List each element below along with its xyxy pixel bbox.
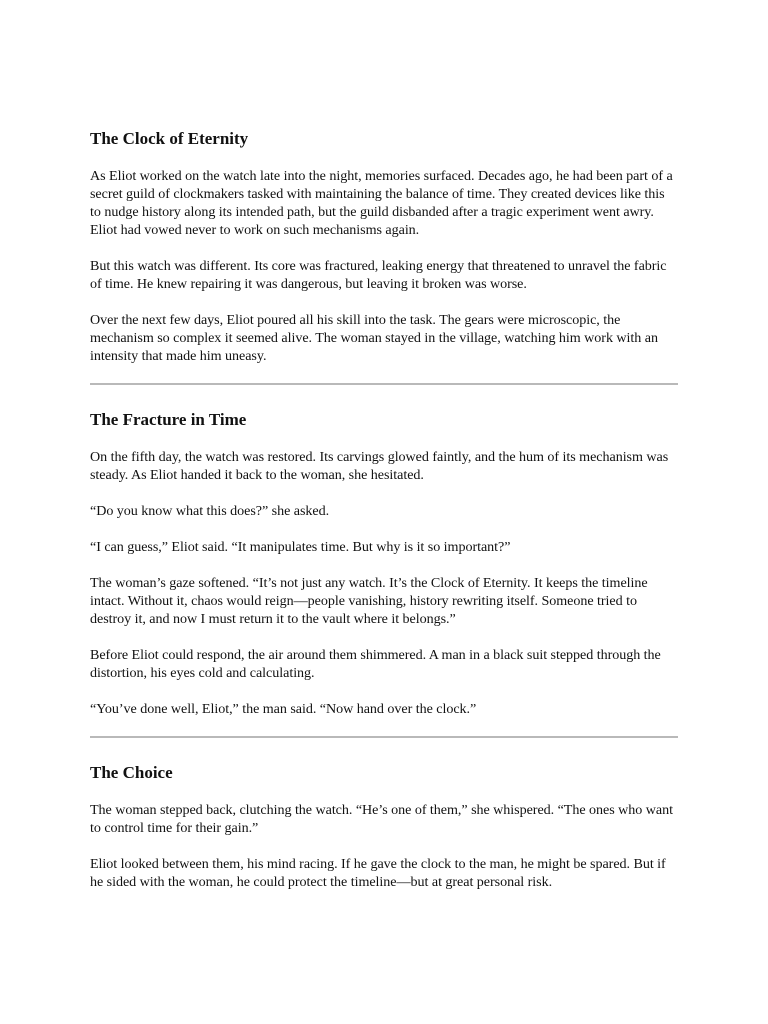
paragraph: The woman’s gaze softened. “It’s not just any watch. It’s the Clock of Eternity. It keeps the timeline intact. Without it, chaos would reign—people vanishing, history rewriting itself. Someone tried to destroy it, and now I must return it to the vault where it belongs.” — [90, 575, 648, 627]
paragraph: But this watch was different. Its core was fractured, leaking energy that threatened to unravel the fabric of time. He knew repairing it was dangerous, but leaving it broken was worse. — [90, 258, 667, 292]
paragraph: Over the next few days, Eliot poured all his skill into the task. The gears were microscopic, the mechanism so complex it seemed alive. The woman stayed in the village, watching him work with an intensity that made him uneasy. — [90, 312, 658, 364]
section-fracture-in-time — [90, 409, 678, 718]
section-divider — [90, 736, 678, 738]
paragraph: Eliot looked between them, his mind racing. If he gave the clock to the man, he might be spared. But if he sided with the woman, he could protect the timeline—but at great personal risk. — [90, 856, 666, 890]
paragraph: Before Eliot could respond, the air around them shimmered. A man in a black suit stepped through the distortion, his eyes cold and calculating. — [90, 647, 661, 681]
section-divider — [90, 383, 678, 385]
document-page — [90, 112, 678, 909]
section-heading: The Clock of Eternity — [90, 129, 249, 148]
section-heading: The Choice — [90, 763, 173, 782]
section-the-choice — [90, 762, 678, 891]
paragraph: The woman stepped back, clutching the watch. “He’s one of them,” she whispered. “The ones who want to control time for their gain.” — [90, 802, 673, 836]
paragraph: As Eliot worked on the watch late into the night, memories surfaced. Decades ago, he had been part of a secret guild of clockmakers tasked with maintaining the balance of time. They created devices like this to nudge history along its intended path, but the guild disbanded after a tragic experiment went awry. Eliot had vowed never to work on such mechanisms again. — [90, 168, 673, 238]
paragraph: “You’ve done well, Eliot,” the man said. “Now hand over the clock.” — [90, 701, 477, 717]
section-clock-of-eternity — [90, 128, 678, 365]
paragraph: On the fifth day, the watch was restored. Its carvings glowed faintly, and the hum of its mechanism was steady. As Eliot handed it back to the woman, she hesitated. — [90, 449, 669, 483]
paragraph: “Do you know what this does?” she asked. — [90, 503, 330, 519]
paragraph: “I can guess,” Eliot said. “It manipulates time. But why is it so important?” — [90, 539, 511, 555]
section-heading: The Fracture in Time — [90, 410, 247, 429]
